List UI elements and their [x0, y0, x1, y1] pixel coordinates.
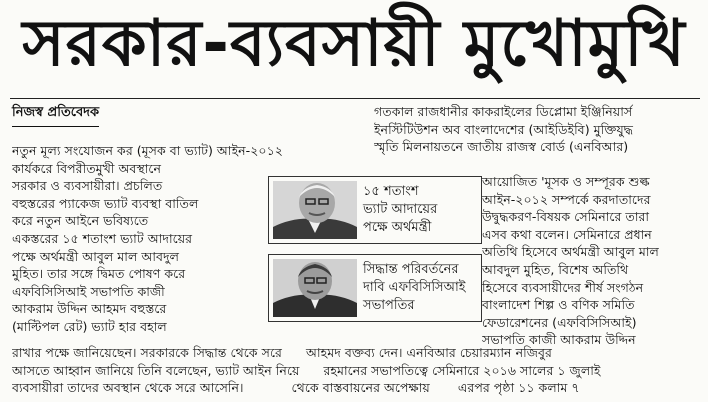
text-line: গতকাল রাজধানীর কাকরাইলের ডিপ্লোমা ইঞ্জিনিয়ার্স — [374, 104, 633, 119]
text-line: আয়োজিত 'মূসক ও সম্পূরক শুল্ক — [482, 174, 650, 189]
text-line: পক্ষে অর্থমন্ত্রী আবুল মাল আবদুল — [12, 248, 180, 264]
fbcci-president-photo — [273, 259, 357, 317]
box2-caption — [363, 261, 479, 315]
caption-line: সভাপতির — [363, 298, 415, 313]
text-line: আইন-২০১২ সম্পর্কে করদাতাদের — [482, 191, 651, 207]
text-line: উদ্বুদ্ধকরণ-বিষয়ক সেমিনারে তারা — [482, 209, 650, 225]
text-line: ব্যবসায়ীরা তাদের অবস্থান থেকে সরে আসেনি। থেকে বাস্তবায়নের অপেক্ষায় এরপর পৃষ্ঠা ১১ কলাম ৭ — [12, 380, 580, 396]
caption-line: সিদ্ধান্ত পরিবর্তনের — [363, 262, 459, 277]
text-line: (মাল্টিপল রেট) ভ্যাট হার বহাল — [12, 318, 167, 334]
caption-line: পক্ষে অর্থমন্ত্রী — [363, 220, 432, 235]
box1-caption — [363, 183, 479, 237]
text-line: স্মৃতি মিলনায়তনে জাতীয় রাজস্ব বোর্ড (এনবিআর) — [374, 139, 629, 155]
text-line: একস্তরের ১৫ শতাংশ ভ্যাট আদায়ের — [12, 230, 193, 246]
right-column-top — [374, 103, 704, 156]
text-line: এফবিসিসিআই সভাপতি কাজী — [12, 283, 165, 299]
headline: সরকার-ব্যবসায়ী মুখোমুখি — [22, 6, 686, 81]
text-line: বাংলাদেশ শিল্প ও বণিক সমিতি — [482, 297, 635, 313]
text-line: ফেডারেশনের (এফবিসিসিআই) — [482, 314, 637, 330]
bottom-lines — [12, 344, 704, 397]
photo-box-finance-minister — [268, 176, 482, 244]
text-line: ইনস্টিটিউশন অব বাংলাদেশের (আইডিইবি) মুক্তিযুদ্ধ — [374, 121, 633, 137]
caption-line: দাবি এফবিসিসিআই — [363, 280, 466, 295]
text-line: করে নতুন আইনে ভবিষ্যতে — [12, 213, 149, 229]
text-line: আসতে আহ্বান জানিয়ে তিনি বলেছেন, ভ্যাট আইন নিয়ে রহমানের সভাপতিত্বে সেমিনারে ২০১৬ সালের ১ জুলাই — [12, 362, 601, 378]
text-line: আবদুল মুহিত, বিশেষ অতিথি — [482, 261, 629, 277]
byline: নিজস্ব প্রতিবেদক — [12, 103, 99, 127]
caption-line: ১৫ শতাংশ — [363, 184, 419, 199]
text-line: নতুন মূল্য সংযোজন কর (মূসক বা ভ্যাট) আইন-২০১২ — [12, 143, 283, 158]
text-line: এসব কথা বলেন। সেমিনারে প্রধান — [482, 226, 652, 242]
text-line: রাখার পক্ষে জানিয়েছেন। সরকারকে সিদ্ধান্ত থেকে সরে আহমদ বক্তব্য দেন। এনবিআর চেয়ারম্যান নজিবুর — [12, 345, 552, 360]
photo-box-fbcci-president — [268, 254, 482, 322]
text-line: অতিথি হিসেবে অর্থমন্ত্রী আবুল মাল — [482, 244, 659, 260]
right-column — [482, 173, 704, 349]
text-line: সরকার ও ব্যবসায়ীরা। প্রচলিত — [12, 178, 163, 194]
text-line: সভাপতি কাজী আকরাম উদ্দিন — [482, 332, 636, 348]
text-line: হিসেবে ব্যবসায়ীদের শীর্ষ সংগঠন — [482, 279, 644, 295]
text-line: আকরাম উদ্দিন আহমদ বহুস্তরে — [12, 301, 167, 317]
headline-divider — [10, 98, 700, 99]
text-line: মুহিত। তার সঙ্গে দ্বিমত পোষণ করে — [12, 266, 186, 282]
text-line: বহুস্তরের প্যাকেজ ভ্যাট ব্যবস্থা বাতিল — [12, 195, 199, 211]
text-line: কার্যকরে বিপরীতমুখী অবস্থানে — [12, 160, 162, 176]
caption-line: ভ্যাট আদায়ের — [363, 202, 438, 217]
finance-minister-photo — [273, 181, 357, 239]
